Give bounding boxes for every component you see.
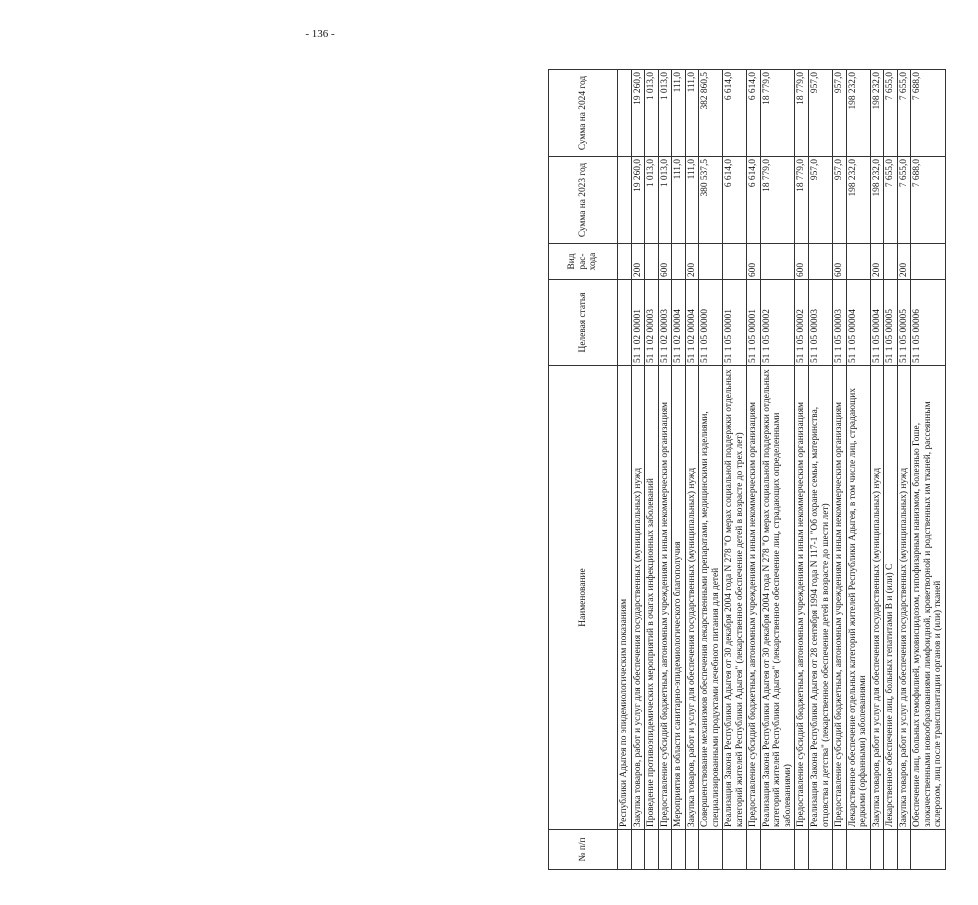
row-code-cell: 51 1 02 00004 (685, 280, 699, 366)
row-code-cell: 51 1 05 00005 (884, 280, 898, 366)
row-sum-2023-cell: 6 614,0 (723, 157, 747, 244)
row-code-cell: 51 1 05 00001 (723, 280, 747, 366)
row-num-cell (808, 830, 832, 870)
row-code-cell: 51 1 05 00000 (699, 280, 723, 366)
row-num-cell (897, 830, 911, 870)
table-row (846, 70, 870, 870)
row-sum-2024-cell: 7 655,0 (897, 70, 911, 157)
row-vid-cell (699, 244, 723, 280)
row-name-cell: Предоставление субсидий бюджетным, автономным учреждениям и иным некоммерческим организациям (795, 366, 809, 830)
row-name-cell: Лекарственное обеспечение лиц, больных гепатитами В и (или) С (884, 366, 898, 830)
row-vid-cell: 200 (685, 244, 699, 280)
row-code-cell: 51 1 05 00005 (897, 280, 911, 366)
row-code-cell: 51 1 02 00003 (645, 280, 659, 366)
table-row (833, 70, 847, 870)
row-vid-cell (672, 244, 686, 280)
header-sum-2024: Сумма на 2024 год (549, 70, 618, 157)
row-num-cell (760, 830, 795, 870)
table-row (658, 70, 672, 870)
budget-table (548, 69, 946, 870)
row-name-cell: Закупка товаров, работ и услуг для обеспечения государственных (муниципальных) нужд (870, 366, 884, 830)
row-code-cell: 51 1 05 00004 (870, 280, 884, 366)
table-row (618, 70, 632, 870)
row-sum-2024-cell: 6 614,0 (747, 70, 761, 157)
row-sum-2023-cell: 380 537,5 (699, 157, 723, 244)
row-sum-2023-cell: 111,0 (685, 157, 699, 244)
row-code-cell: 51 1 05 00004 (846, 280, 870, 366)
table-row (870, 70, 884, 870)
row-code-cell: 51 1 05 00003 (833, 280, 847, 366)
row-vid-cell: 200 (897, 244, 911, 280)
row-num-cell (795, 830, 809, 870)
row-vid-cell (808, 244, 832, 280)
row-num-cell (911, 830, 946, 870)
row-code-cell: 51 1 05 00003 (808, 280, 832, 366)
row-sum-2023-cell: 7 655,0 (884, 157, 898, 244)
row-name-cell: Республики Адыгея по эпидемиологическим показаниям (618, 366, 632, 830)
row-vid-cell (618, 244, 632, 280)
row-name-cell: Проведение противоэпидемических мероприятий в очагах инфекционных заболеваний (645, 366, 659, 830)
header-num: № п/п (549, 830, 618, 870)
row-num-cell (699, 830, 723, 870)
row-sum-2023-cell: 198 232,0 (846, 157, 870, 244)
row-vid-cell (911, 244, 946, 280)
row-code-cell: 51 1 02 00001 (631, 280, 645, 366)
table-row (795, 70, 809, 870)
row-name-cell: Обеспечение лиц, больных гемофилией, муковисцидозом, гипофизарным нанизмом, болезнью Гоше, злокачественными новообразованиями лимфоидной, кроветворной и родственных им тканей, рассеянным склерозом, лиц после трансплантации органов и (или) тканей (911, 366, 946, 830)
row-sum-2024-cell: 18 779,0 (760, 70, 795, 157)
row-sum-2024-cell: 957,0 (808, 70, 832, 157)
row-vid-cell: 600 (833, 244, 847, 280)
table-row (884, 70, 898, 870)
header-vid: Вид рас-хода (549, 244, 618, 280)
row-sum-2024-cell: 7 655,0 (884, 70, 898, 157)
table-row (808, 70, 832, 870)
row-sum-2023-cell: 957,0 (808, 157, 832, 244)
row-code-cell: 51 1 05 00002 (795, 280, 809, 366)
row-sum-2024-cell: 18 779,0 (795, 70, 809, 157)
row-num-cell (685, 830, 699, 870)
row-num-cell (870, 830, 884, 870)
row-code-cell: 51 1 05 00001 (747, 280, 761, 366)
row-name-cell: Реализация Закона Республики Адыгея от 30 декабря 2004 года N 278 "О мерах социальной поддержки отдельных категорий жителей Республики Адыгея" (лекарственное обеспечение детей в возрасте до трех лет) (723, 366, 747, 830)
row-vid-cell: 600 (658, 244, 672, 280)
row-name-cell: Закупка товаров, работ и услуг для обеспечения государственных (муниципальных) нужд (685, 366, 699, 830)
row-sum-2023-cell: 6 614,0 (747, 157, 761, 244)
row-sum-2024-cell: 111,0 (672, 70, 686, 157)
header-name: Наименование (549, 366, 618, 830)
row-num-cell (833, 830, 847, 870)
row-vid-cell: 200 (631, 244, 645, 280)
row-name-cell: Предоставление субсидий бюджетным, автономным учреждениям и иным некоммерческим организациям (833, 366, 847, 830)
table-row (747, 70, 761, 870)
row-num-cell (846, 830, 870, 870)
row-sum-2023-cell: 18 779,0 (795, 157, 809, 244)
row-sum-2023-cell: 1 013,0 (645, 157, 659, 244)
row-sum-2024-cell: 111,0 (685, 70, 699, 157)
table-row (723, 70, 747, 870)
row-vid-cell (760, 244, 795, 280)
row-code-cell: 51 1 02 00003 (658, 280, 672, 366)
table-row (760, 70, 795, 870)
row-vid-cell (723, 244, 747, 280)
table-row (672, 70, 686, 870)
row-sum-2023-cell (618, 157, 632, 244)
row-code-cell: 51 1 05 00002 (760, 280, 795, 366)
row-name-cell: Мероприятия в области санитарно-эпидемиологического благополучия (672, 366, 686, 830)
row-num-cell (747, 830, 761, 870)
row-vid-cell: 600 (747, 244, 761, 280)
row-num-cell (631, 830, 645, 870)
table-row (897, 70, 911, 870)
row-code-cell (618, 280, 632, 366)
row-sum-2023-cell: 957,0 (833, 157, 847, 244)
row-sum-2023-cell: 111,0 (672, 157, 686, 244)
row-sum-2024-cell: 957,0 (833, 70, 847, 157)
table-header-row (549, 70, 618, 870)
row-sum-2024-cell: 6 614,0 (723, 70, 747, 157)
row-num-cell (672, 830, 686, 870)
row-name-cell: Предоставление субсидий бюджетным, автономным учреждениям и иным некоммерческим организациям (658, 366, 672, 830)
row-vid-cell: 200 (870, 244, 884, 280)
table-body (618, 70, 946, 870)
row-num-cell (645, 830, 659, 870)
table-row (645, 70, 659, 870)
row-vid-cell (884, 244, 898, 280)
table-row (685, 70, 699, 870)
row-sum-2024-cell: 1 013,0 (658, 70, 672, 157)
row-num-cell (723, 830, 747, 870)
row-sum-2024-cell: 7 688,0 (911, 70, 946, 157)
row-sum-2024-cell: 198 232,0 (870, 70, 884, 157)
row-sum-2023-cell: 18 779,0 (760, 157, 795, 244)
row-num-cell (618, 830, 632, 870)
row-sum-2024-cell (618, 70, 632, 157)
row-name-cell: Реализация Закона Республики Адыгея от 30 декабря 2004 года N 278 "О мерах социальной поддержки отдельных категорий жителей Республики Адыгея" (лекарственное обеспечение лиц, страдающих определенными заболеваниями) (760, 366, 795, 830)
row-sum-2023-cell: 7 655,0 (897, 157, 911, 244)
row-sum-2023-cell: 19 260,0 (631, 157, 645, 244)
row-vid-cell (645, 244, 659, 280)
row-sum-2024-cell: 1 013,0 (645, 70, 659, 157)
header-sum-2023: Сумма на 2023 год (549, 157, 618, 244)
row-sum-2024-cell: 382 860,5 (699, 70, 723, 157)
row-code-cell: 51 1 05 00006 (911, 280, 946, 366)
row-sum-2024-cell: 198 232,0 (846, 70, 870, 157)
row-name-cell: Реализация Закона Республики Адыгея от 28 сентября 1994 года N 117-1 "Об охране семьи, материнства, отцовства и детства" (лекарственное обеспечение детей в возрасте до шести лет) (808, 366, 832, 830)
row-vid-cell (846, 244, 870, 280)
row-code-cell: 51 1 02 00004 (672, 280, 686, 366)
header-code: Целевая статья (549, 280, 618, 366)
row-num-cell (884, 830, 898, 870)
row-vid-cell: 600 (795, 244, 809, 280)
table-row (911, 70, 946, 870)
table-row (631, 70, 645, 870)
row-name-cell: Совершенствование механизмов обеспечения лекарственными препаратами, медицинскими изделиями, специализированными продуктами лечебного питания для детей (699, 366, 723, 830)
row-name-cell: Лекарственное обеспечение отдельных категорий жителей Республики Адыгея, в том числе лиц, страдающих редкими (орфанными) заболеваниями (846, 366, 870, 830)
page-number: - 136 - (305, 28, 335, 40)
row-sum-2023-cell: 198 232,0 (870, 157, 884, 244)
rotated-table-container (548, 70, 978, 870)
row-sum-2024-cell: 19 260,0 (631, 70, 645, 157)
row-name-cell: Закупка товаров, работ и услуг для обеспечения государственных (муниципальных) нужд (631, 366, 645, 830)
row-num-cell (658, 830, 672, 870)
row-sum-2023-cell: 7 688,0 (911, 157, 946, 244)
table-row (699, 70, 723, 870)
row-name-cell: Закупка товаров, работ и услуг для обеспечения государственных (муниципальных) нужд (897, 366, 911, 830)
row-sum-2023-cell: 1 013,0 (658, 157, 672, 244)
row-name-cell: Предоставление субсидий бюджетным, автономным учреждениям и иным некоммерческим организациям (747, 366, 761, 830)
